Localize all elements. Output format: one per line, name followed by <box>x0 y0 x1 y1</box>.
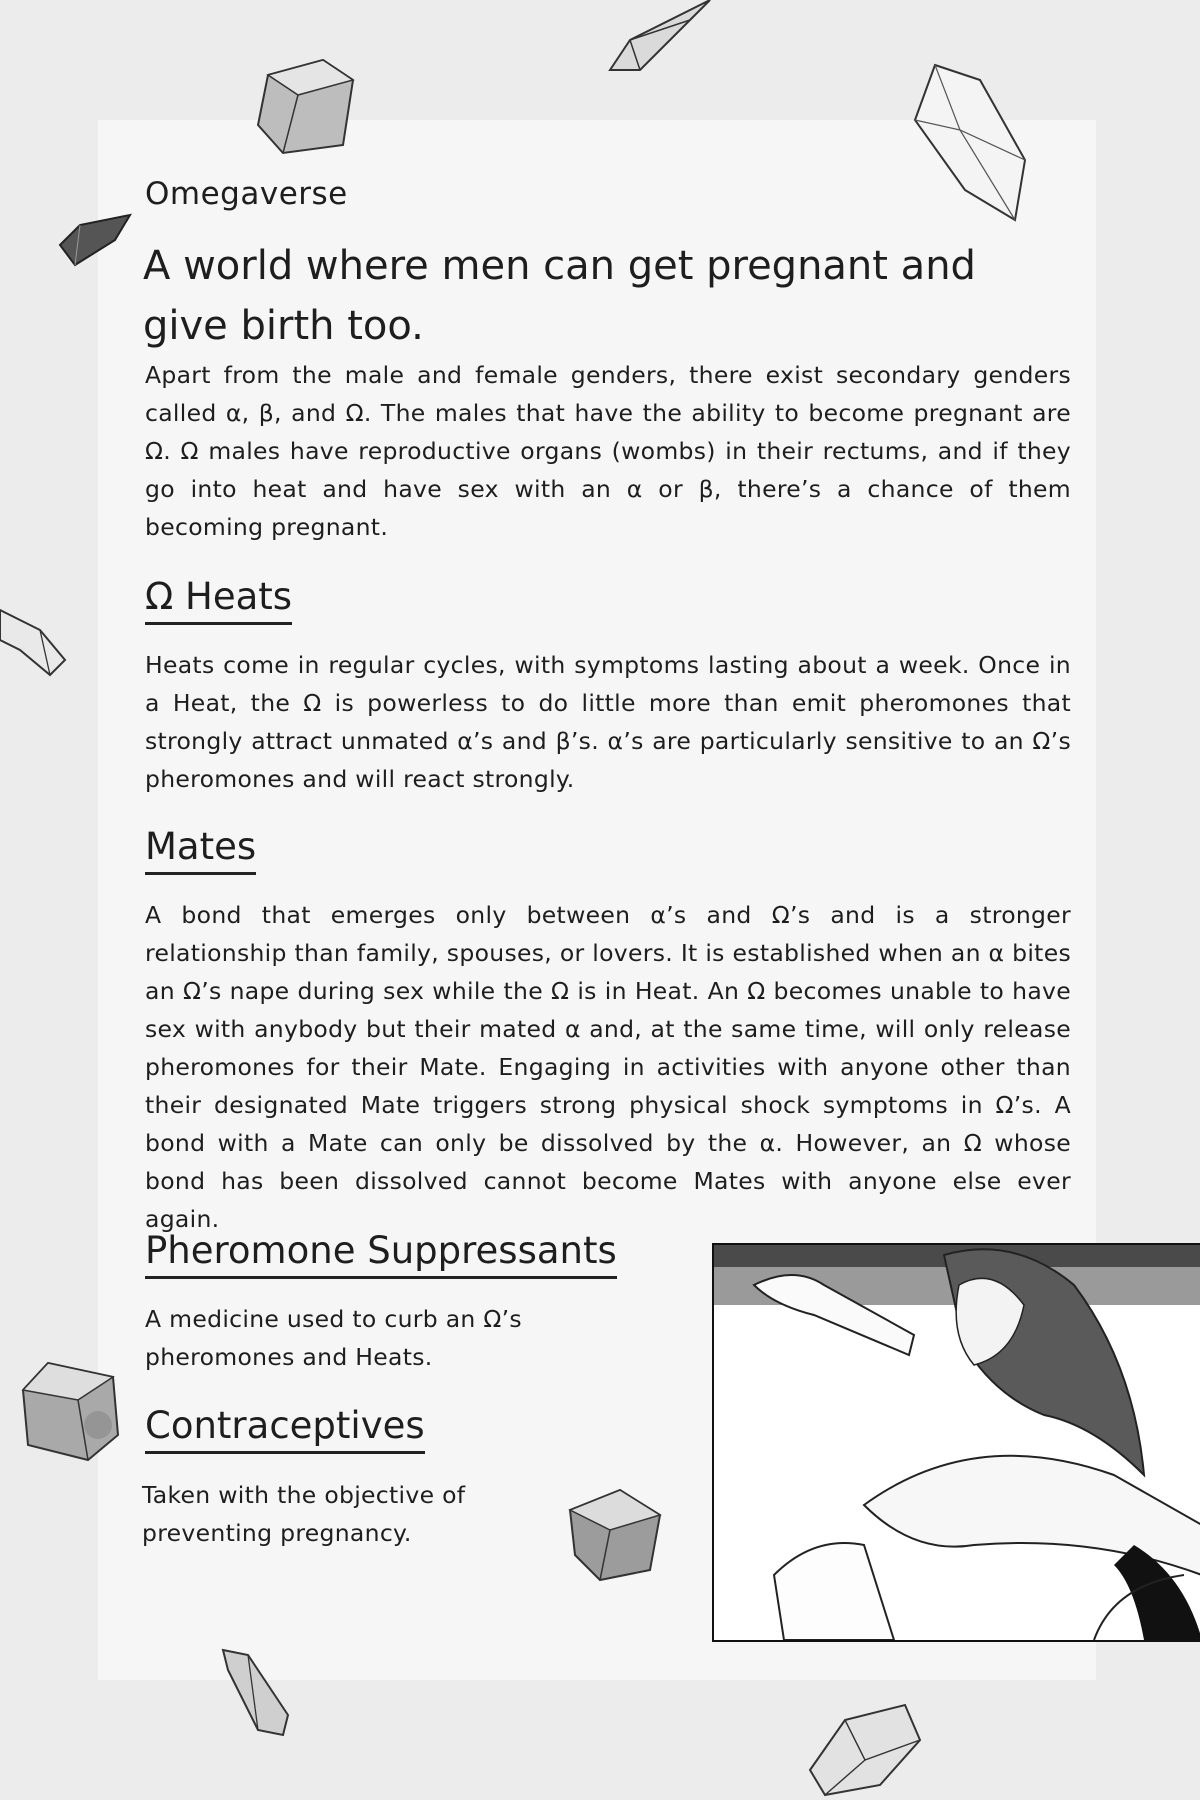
heats-paragraph: Heats come in regular cycles, with symptoms lasting about a week. Once in a Heat, the Ω is powerless to do little more than emit pheromones that strongly attract unmated α’s and β’s. α’s are particularly sensitive to an Ω’s pheromones and will react strongly. <box>145 651 1071 793</box>
heats-heading: Ω Heats <box>145 574 292 625</box>
manga-illustration-panel <box>712 1243 1200 1642</box>
mates-heading: Mates <box>145 824 256 875</box>
crystal-cube-left-icon <box>18 1355 128 1465</box>
page-kicker: Omegaverse <box>145 176 348 212</box>
crystal-bottom-left-icon <box>218 1645 298 1740</box>
crystal-left-mid-icon <box>0 600 70 680</box>
crystal-top-right-icon <box>905 60 1035 230</box>
crystal-bottom-right-icon <box>805 1700 925 1800</box>
crystal-cube-top-icon <box>253 55 358 155</box>
embrace-illustration <box>714 1245 1200 1640</box>
page-headline: A world where men can get pregnant and give birth too. <box>143 243 976 349</box>
contraceptives-heading: Contraceptives <box>145 1403 425 1454</box>
suppressants-paragraph: A medicine used to curb an Ω’s pheromones and Heats. <box>145 1305 522 1371</box>
crystal-left-dark-icon <box>55 210 135 270</box>
mates-paragraph: A bond that emerges only between α’s and Ω’s and is a stronger relationship than family, spouses, or lovers. It is established when an α bites an Ω’s nape during sex while the Ω is in Heat. An Ω becomes unable to have sex with anybody but their mated α and, at the same time, will only release pheromones for their Mate. Engaging in activities with anyone other than their designated Mate triggers strong physical shock symptoms in Ω’s. A bond with a Mate can only be dissolved by the α. However, an Ω whose bond has been dissolved cannot become Mates with anyone else ever again. <box>145 901 1071 1233</box>
suppressants-heading: Pheromone Suppressants <box>145 1228 617 1279</box>
crystal-top-center-icon <box>600 0 720 80</box>
contraceptives-paragraph: Taken with the objective of preventing pregnancy. <box>142 1481 466 1547</box>
intro-paragraph: Apart from the male and female genders, there exist secondary genders called α, β, and Ω. The males that have the ability to become pregnant are Ω. Ω males have reproductive organs (wombs) in their rectums, and if they go into heat and have sex with an α or β, there’s a chance of them becoming pregnant. <box>145 361 1071 541</box>
